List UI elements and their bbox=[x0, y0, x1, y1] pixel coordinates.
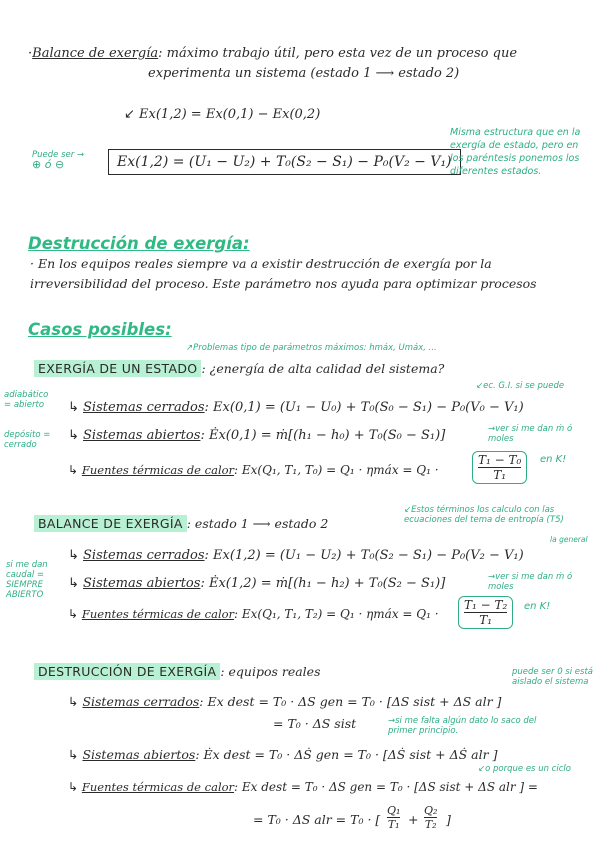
close-bracket: ] bbox=[446, 812, 451, 827]
balance-exergia-subtitle: : estado 1 ⟶ estado 2 bbox=[186, 516, 329, 531]
balance-intro-line1: ·Balance de exergía: máximo trabajo útil, pero esta vez de un proceso que bbox=[28, 46, 518, 61]
destruccion-exergia-subtitle: : equipos reales bbox=[220, 664, 321, 679]
casos-note: ↗Problemas tipo de parámetros máximos: hmáx, Umáx, ... bbox=[186, 343, 437, 353]
estado-abiertos-eq: : Ėx(0,1) = ṁ[(h₁ − h₀) + T₀(S₀ − S₁)] bbox=[200, 428, 446, 443]
estado-fuentes-eq: : Ex(Q₁, T₁, T₀) = Q₁ · ηmáx = Q₁ · bbox=[234, 463, 439, 477]
q2-numerator: Q₂ bbox=[424, 804, 438, 817]
balance-cerrados-row: ↳ Sistemas cerrados: Ex(1,2) = (U₁ − U₂) + T₀(S₂ − S₁) − P₀(V₂ − V₁) bbox=[68, 548, 524, 563]
primer-principio-note: →si me falta algún dato lo saco del primer principio. bbox=[388, 716, 537, 736]
ciclo-note: ↙o porque es un ciclo bbox=[478, 764, 571, 774]
q1-numerator: Q₁ bbox=[387, 804, 401, 817]
deposit-note: depósito = cerrado bbox=[4, 430, 51, 450]
balance-boxed-equation: Ex(1,2) = (U₁ − U₂) + T₀(S₂ − S₁) − P₀(V₂ − V₁) bbox=[108, 149, 461, 175]
destruccion-line1: · En los equipos reales siempre va a existir destrucción de exergía por la bbox=[30, 256, 492, 271]
entropy-note: ↙Estos términos los calculo con las ecuaciones del tema de entropía (T5) bbox=[404, 505, 564, 525]
balance-fuentes-row: ↳ Fuentes térmicas de calor: Ex(Q₁, T₁, T₂) = Q₁ · ηmáx = Q₁ · bbox=[68, 607, 439, 621]
casos-title: Casos posibles: bbox=[28, 320, 172, 339]
balance-fuentes-eq: : Ex(Q₁, T₁, T₂) = Q₁ · ηmáx = Q₁ · bbox=[234, 607, 439, 621]
balance-intro-line2: experimenta un sistema (estado 1 ⟶ estado 2) bbox=[148, 66, 460, 81]
estado-cerrados-eq: : Ex(0,1) = (U₁ − U₀) + T₀(S₀ − S₁) − P₀(V₀ − V₁) bbox=[204, 400, 524, 415]
destruccion-exergia-header bbox=[34, 664, 321, 679]
caudal-note: si me dan caudal = SIEMPRE ABIERTO bbox=[6, 560, 48, 600]
destruccion-line2: irreversibilidad del proceso. Este parámetro nos ayuda para optimizar procesos bbox=[30, 276, 537, 291]
destruccion-abiertos-eq: : Ėx dest = T₀ · ΔṠ gen = T₀ · [ΔṠ sist + ΔṠ alr ] bbox=[195, 747, 498, 762]
exergia-estado-question: : ¿energía de alta calidad del sistema? bbox=[201, 361, 445, 376]
balance-intro-text1: : máximo trabajo útil, pero esta vez de un proceso que bbox=[158, 46, 518, 61]
estado-kelvin-note: en K! bbox=[540, 454, 567, 465]
destruccion-fuentes-eq1: : Ex dest = T₀ · ΔS gen = T₀ · [ΔS sist + ΔS alr ] = bbox=[234, 780, 538, 794]
plus-sign: + bbox=[408, 812, 419, 827]
sist-zero-note: puede ser 0 si está aislado el sistema bbox=[512, 667, 593, 687]
estado-abiertos-note: →ver si me dan ṁ ó moles bbox=[488, 424, 573, 444]
exergia-estado-heading: EXERGÍA DE UN ESTADO bbox=[34, 360, 201, 377]
balance-first-equation: ↙ Ex(1,2) = Ex(0,1) − Ex(0,2) bbox=[124, 107, 321, 122]
destruccion-fuentes-eq2-row bbox=[253, 812, 380, 827]
balance-abiertos-row: ↳ Sistemas abiertos: Ėx(1,2) = ṁ[(h₁ − h₂) + T₀(S₂ − S₁)] bbox=[68, 576, 446, 591]
exergia-estado-header bbox=[34, 361, 444, 376]
balance-fraction-num: T₁ − T₂ bbox=[464, 598, 508, 612]
estado-cerrados-label: Sistemas cerrados bbox=[83, 400, 205, 415]
gi-note: ↙ec. G.I. si se puede bbox=[476, 381, 565, 391]
estado-fuentes-row: ↳ Fuentes térmicas de calor: Ex(Q₁, T₁, T₀) = Q₁ · ηmáx = Q₁ · bbox=[68, 463, 439, 477]
destruccion-cerrados-row: ↳ Sistemas cerrados: Ex dest = T₀ · ΔS gen = T₀ · [ΔS sist + ΔS alr ] bbox=[68, 694, 502, 709]
structure-note: Misma estructura que en la exergía de estado, pero en los paréntesis ponemos los diferentes estados. bbox=[450, 127, 581, 177]
balance-abiertos-note: →ver si me dan ṁ ó moles bbox=[488, 572, 573, 592]
destruccion-title: Destrucción de exergía: bbox=[28, 234, 250, 253]
destruccion-cerrados-label: Sistemas cerrados bbox=[82, 694, 200, 709]
destruccion-abiertos-row: ↳ Sistemas abiertos: Ėx dest = T₀ · ΔṠ gen = T₀ · [ΔṠ sist + ΔṠ alr ] bbox=[68, 747, 498, 762]
fraction-q2-t2 bbox=[424, 804, 437, 831]
fraction-q1-t1 bbox=[387, 804, 400, 831]
estado-abiertos-label: Sistemas abiertos bbox=[83, 428, 201, 443]
down-arrow-icon: ↙ bbox=[124, 107, 140, 122]
destruccion-fuentes-eq2: = T₀ · ΔS alr = T₀ · [ bbox=[253, 812, 381, 827]
balance-abiertos-label: Sistemas abiertos bbox=[83, 576, 201, 591]
estado-fraction-num: T₁ − T₀ bbox=[478, 453, 522, 467]
balance-intro-label: Balance de exergía bbox=[32, 46, 159, 61]
balance-abiertos-eq: : Ėx(1,2) = ṁ[(h₁ − h₂) + T₀(S₂ − S₁)] bbox=[200, 576, 446, 591]
balance-fuentes-label: Fuentes térmicas de calor bbox=[81, 607, 235, 621]
destruccion-abiertos-label: Sistemas abiertos bbox=[82, 747, 196, 762]
balance-exergia-header bbox=[34, 516, 328, 531]
estado-abiertos-row: ↳ Sistemas abiertos: Ėx(0,1) = ṁ[(h₁ − h₀) + T₀(S₀ − S₁)] bbox=[68, 428, 446, 443]
balance-exergia-heading: BALANCE DE EXERGÍA bbox=[34, 515, 187, 532]
balance-cerrados-eq: : Ex(1,2) = (U₁ − U₂) + T₀(S₂ − S₁) − P₀(V₂ − V₁) bbox=[204, 548, 524, 563]
estado-cerrados-row: ↳ Sistemas cerrados: Ex(0,1) = (U₁ − U₀) + T₀(S₀ − S₁) − P₀(V₀ − V₁) bbox=[68, 400, 524, 415]
balance-fraction bbox=[458, 596, 513, 629]
estado-fraction bbox=[472, 451, 527, 484]
adiabatic-note: adiabático = abierto bbox=[4, 390, 49, 410]
balance-fraction-den: T₁ bbox=[479, 613, 493, 627]
balance-cerrados-label: Sistemas cerrados bbox=[83, 548, 205, 563]
balance-kelvin-note: en K! bbox=[524, 601, 551, 612]
destruccion-fuentes-row: ↳ Fuentes térmicas de calor: Ex dest = T₀ · ΔS gen = T₀ · [ΔS sist + ΔS alr ] = bbox=[68, 780, 538, 794]
t1-denominator: T₁ bbox=[387, 818, 400, 831]
general-note: la general bbox=[550, 535, 588, 544]
destruccion-exergia-heading: DESTRUCCIÓN DE EXERGÍA bbox=[34, 663, 220, 680]
estado-fraction-den: T₁ bbox=[493, 468, 507, 482]
estado-fuentes-label: Fuentes térmicas de calor bbox=[81, 463, 235, 477]
destruccion-fuentes-label: Fuentes térmicas de calor bbox=[81, 780, 235, 794]
t2-denominator: T₂ bbox=[424, 818, 437, 831]
left-note-sign: Puede ser → ⊕ ó ⊖ bbox=[32, 150, 85, 171]
destruccion-cerrados-eq1: : Ex dest = T₀ · ΔS gen = T₀ · [ΔS sist + ΔS alr ] bbox=[199, 694, 502, 709]
destruccion-cerrados-eq2: = T₀ · ΔS sist bbox=[273, 716, 357, 731]
